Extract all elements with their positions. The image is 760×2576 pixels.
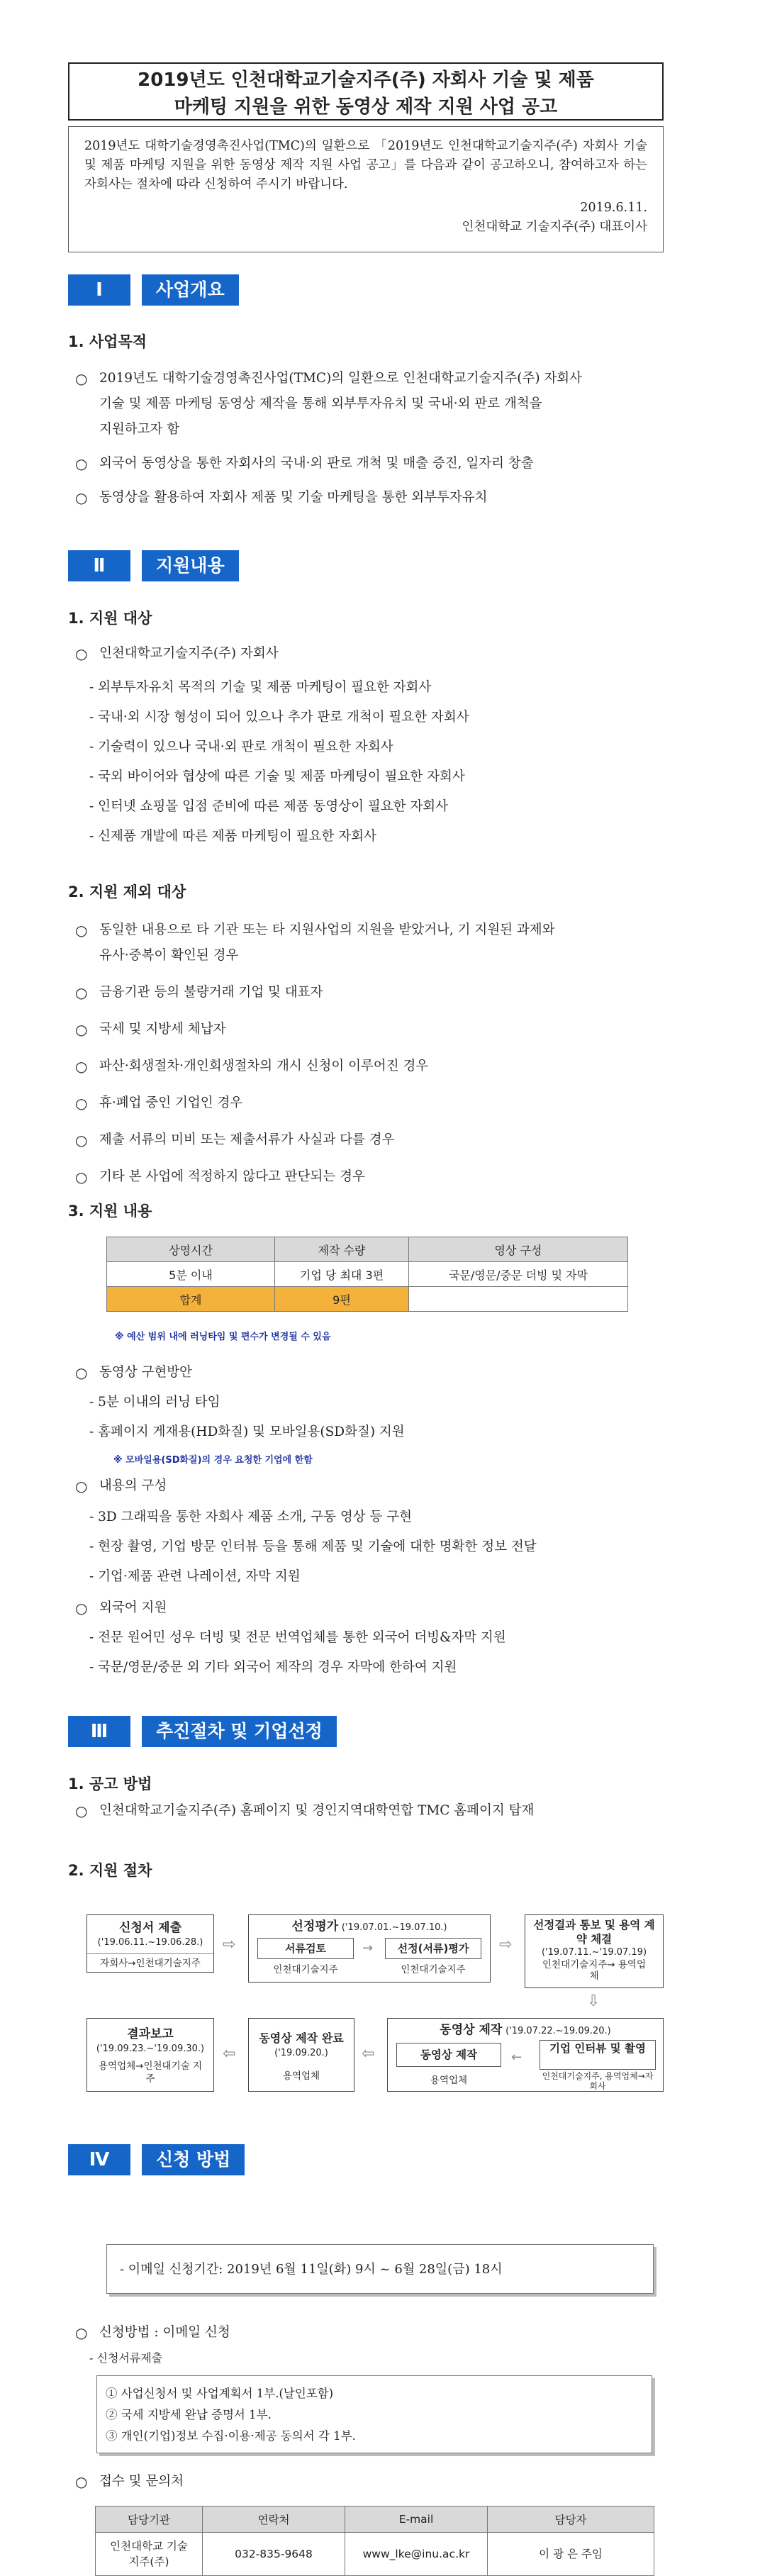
- flow-complete-box: [248, 2018, 354, 2092]
- arrow-left-icon: ←: [511, 2050, 522, 2065]
- purpose-heading: 1. 사업목적: [68, 333, 147, 350]
- arrow-left-icon: ⇦: [223, 2045, 236, 2063]
- exclusion-heading: 2. 지원 제외 대상: [68, 883, 186, 901]
- arrow-right-icon: ⇨: [499, 1936, 513, 1953]
- bullet-circle: ○: [75, 489, 88, 506]
- flow-eval-sub-1: 인천대기술지주: [273, 1964, 338, 1975]
- flow-eval-step-2: 선정(서류)평가: [385, 1938, 481, 1959]
- flow-prod-sub-2: 인천대기술지주, 용역업체→자회사: [542, 2071, 654, 2091]
- contact-header-cell: 담당기관: [96, 2507, 203, 2533]
- exclusion-item: 금융기관 등의 불량거래 기업 및 대표자: [99, 985, 323, 1000]
- content-heading: 내용의 구성: [99, 1478, 167, 1493]
- flow-apply-date: ('19.06.11.~19.06.28.): [97, 1937, 203, 1948]
- table-cell: 기업 당 최대 3편: [275, 1262, 409, 1287]
- arrow-right-icon: →: [362, 1941, 374, 1956]
- flow-notify-sub: 인천대기술지주→ 용역업체: [542, 1959, 646, 1982]
- video-plan-heading: 동영상 구현방안: [99, 1365, 192, 1380]
- email-period-box: - 이메일 신청기간: 2019년 6월 11일(화) 9시 ~ 6월 28일(금) 18시: [106, 2244, 654, 2294]
- exclusion-item-1-line-2: 유사·중복이 확인된 경우: [99, 948, 239, 963]
- table-cell: 5분 이내: [107, 1262, 275, 1287]
- announce-heading: 1. 공고 방법: [68, 1775, 152, 1792]
- notice-signature: 인천대학교 기술지주(주) 대표이사: [462, 220, 647, 234]
- bullet-circle: ○: [75, 1169, 88, 1186]
- flow-report-date: ('19.09.23.~'19.09.30.): [96, 2043, 205, 2054]
- exclusion-item: 기타 본 사업에 적정하지 않다고 판단되는 경우: [99, 1169, 365, 1184]
- contact-header-cell: E-mail: [345, 2507, 488, 2533]
- apply-method: 신청방법 : 이메일 신청: [99, 2325, 230, 2340]
- section-1-number: Ⅰ: [68, 274, 130, 306]
- support-table: [106, 1237, 628, 1312]
- content-item: - 3D 그래픽을 통한 자회사 제품 소개, 구동 영상 등 구현: [89, 1510, 412, 1524]
- target-heading: 1. 지원 대상: [68, 610, 152, 627]
- flow-eval-step-1: 서류검토: [257, 1938, 354, 1959]
- table-header-cell: 상영시간: [107, 1237, 275, 1262]
- section-4-title: 신청 방법: [142, 2144, 245, 2175]
- target-item: - 기술력이 있으나 국내·외 판로 개척이 필요한 자회사: [89, 740, 393, 754]
- exclusion-item: 국세 및 지방세 체납자: [99, 1022, 226, 1037]
- exclusion-item: 파산·회생절차·개인회생절차의 개시 신청이 이루어진 경우: [99, 1059, 429, 1074]
- bullet-circle: ○: [75, 2473, 88, 2490]
- flow-complete-title: 동영상 제작 완료: [259, 2031, 344, 2045]
- docs-item: ① 사업신청서 및 사업계획서 1부.(날인포함): [106, 2387, 334, 2400]
- target-main: 인천대학교기술지주(주) 자회사: [99, 646, 279, 661]
- arrow-left-icon: ⇦: [362, 2045, 375, 2063]
- arrow-down-icon: ⇩: [587, 1992, 600, 2010]
- flow-evaluation-date: ('19.07.01.~19.07.10.): [341, 1922, 447, 1933]
- foreign-item: - 국문/영문/중문 외 기타 외국어 제작의 경우 자막에 한하여 지원: [89, 1660, 457, 1675]
- bullet-circle: ○: [75, 1364, 88, 1381]
- flow-prod-step-1: 동영상 제작: [396, 2043, 501, 2067]
- video-plan-item: - 5분 이내의 러닝 타임: [89, 1395, 220, 1410]
- flow-report-title: 결과보고: [127, 2027, 174, 2041]
- exclusion-item-1-line-1: 동일한 내용으로 타 기관 또는 타 지원사업의 지원을 받았거나, 기 지원된 과제와: [99, 922, 555, 937]
- bullet-circle: ○: [75, 1058, 88, 1075]
- flow-prod-step-2: 기업 인터뷰 및 촬영: [540, 2040, 656, 2070]
- target-item: - 국외 바이어와 협상에 따른 기술 및 제품 마케팅이 필요한 자회사: [89, 769, 465, 784]
- bullet-circle: ○: [75, 645, 88, 662]
- flow-apply-sub: 자회사→인천대기술지주: [87, 1953, 213, 1970]
- flow-production-date: ('19.07.22.~19.09.20.): [505, 2026, 611, 2036]
- bullet-circle: ○: [75, 2324, 88, 2341]
- notice-date: 2019.6.11.: [580, 201, 647, 215]
- table-header-cell: 제작 수량: [275, 1237, 409, 1262]
- title-line-1: 2019년도 인천대학교기술지주(주) 자회사 기술 및 제품: [138, 69, 594, 91]
- content-item: - 현장 촬영, 기업 방문 인터뷰 등을 통해 제품 및 기술에 대한 명확한 정보 전달: [89, 1539, 537, 1554]
- flow-report-sub: 용역업체→인천대기술 지주: [98, 2061, 202, 2085]
- contact-email[interactable]: www_lke@inu.ac.kr: [345, 2533, 488, 2576]
- flow-complete-sub: 용역업체: [282, 2070, 320, 2082]
- contact-phone: 032-835-9648: [203, 2533, 345, 2576]
- purpose-item-3: 동영상을 활용하여 자회사 제품 및 기술 마케팅을 통한 외부투자유치: [99, 490, 488, 505]
- bullet-circle: ○: [75, 922, 88, 939]
- bullet-circle: ○: [75, 455, 88, 472]
- contact-org: 인천대학교 기술지주(주): [96, 2533, 203, 2576]
- purpose-item-2: 외국어 동영상을 통한 자회사의 국내·외 판로 개척 및 매출 증진, 일자리 창출: [99, 456, 534, 471]
- bullet-circle: ○: [75, 1802, 88, 1819]
- docs-box: [96, 2375, 652, 2453]
- table-cell: [409, 1287, 628, 1312]
- procedure-heading: 2. 지원 절차: [68, 1862, 152, 1879]
- flow-evaluation-box: [248, 1914, 491, 1983]
- docs-item: ② 국세 지방세 완납 증명서 1부.: [106, 2408, 272, 2421]
- bullet-circle: ○: [75, 370, 88, 387]
- purpose-item-1-line-2: 기술 및 제품 마케팅 동영상 제작을 통해 외부투자유치 및 국내·외 판로 개척을: [99, 396, 542, 411]
- table-total-label: 합계: [107, 1287, 275, 1312]
- arrow-right-icon: ⇨: [223, 1936, 236, 1953]
- target-item: - 외부투자유치 목적의 기술 및 제품 마케팅이 필요한 자회사: [89, 680, 432, 695]
- bullet-circle: ○: [75, 1021, 88, 1038]
- flow-production-title: 동영상 제작: [440, 2023, 503, 2037]
- purpose-item-1-line-3: 지원하고자 함: [99, 422, 180, 437]
- section-4-number: Ⅳ: [68, 2144, 130, 2175]
- bullet-circle: ○: [75, 1095, 88, 1112]
- section-2-number: Ⅱ: [68, 550, 130, 581]
- docs-label: - 신청서류제출: [89, 2351, 163, 2365]
- title-line-2: 마케팅 지원을 위한 동영상 제작 지원 사업 공고: [174, 96, 558, 118]
- contact-table: [95, 2506, 654, 2576]
- flow-evaluation-title: 선정평가: [291, 1919, 339, 1934]
- target-item: - 인터넷 쇼핑몰 입점 준비에 따른 제품 동영상이 필요한 자회사: [89, 799, 448, 814]
- exclusion-item: 제출 서류의 미비 또는 제출서류가 사실과 다를 경우: [99, 1132, 395, 1147]
- announcement-title: [68, 62, 664, 121]
- table-note: ※ 예산 범위 내에 러닝타임 및 편수가 변경될 수 있음: [115, 1332, 331, 1342]
- flow-apply-title: 신청서 제출: [118, 1921, 182, 1935]
- contact-person: 이 광 은 주임: [488, 2533, 654, 2576]
- section-3-title: 추진절차 및 기업선정: [142, 1716, 337, 1747]
- mobile-note: ※ 모바일용(SD화질)의 경우 요청한 기업에 한함: [113, 1455, 313, 1466]
- flow-prod-sub-1: 용역업체: [430, 2075, 468, 2086]
- announce-item: 인천대학교기술지주(주) 홈페이지 및 경인지역대학연합 TMC 홈페이지 탑재: [99, 1803, 535, 1818]
- flow-notify-title: 선정결과 통보 및 용역 계약 체결: [533, 1919, 655, 1946]
- flow-notify-box: [525, 1914, 664, 1988]
- flow-complete-date: ('19.09.20.): [274, 2048, 328, 2058]
- contact-header-cell: 연락처: [203, 2507, 345, 2533]
- bullet-circle: ○: [75, 1132, 88, 1149]
- section-3-number: Ⅲ: [68, 1716, 130, 1747]
- notice-box: [68, 126, 664, 252]
- section-1-title: 사업개요: [142, 274, 239, 306]
- target-item: - 신제품 개발에 따른 제품 마케팅이 필요한 자회사: [89, 829, 376, 844]
- flow-apply-box: [86, 1914, 214, 1973]
- flow-eval-sub-2: 인천대기술지주: [401, 1964, 466, 1975]
- table-total-value: 9편: [275, 1287, 409, 1312]
- foreign-heading: 외국어 지원: [99, 1600, 167, 1615]
- target-item: - 국내·외 시장 형성이 되어 있으나 추가 판로 개척이 필요한 자회사: [89, 710, 469, 725]
- foreign-item: - 전문 원어민 성우 더빙 및 전문 번역업체를 통한 외국어 더빙&자막 지원: [89, 1630, 506, 1645]
- support-heading: 3. 지원 내용: [68, 1203, 152, 1220]
- flow-notify-date: ('19.07.11.~'19.07.19): [541, 1947, 647, 1958]
- bullet-circle: ○: [75, 984, 88, 1001]
- section-2-title: 지원내용: [142, 550, 239, 581]
- notice-body: 2019년도 대학기술경영촉진사업(TMC)의 일환으로 「2019년도 인천대학교기술지주(주) 자회사 기술 및 제품 마케팅 지원을 위한 동영상 제작 지원 사업 공고」를 다음과 같이 공고하오니, 참여하고자 하는 자회사는 절차에 따라 신청하여 주시기 바랍니다.: [84, 139, 647, 191]
- purpose-item-1-line-1: 2019년도 대학기술경영촉진사업(TMC)의 일환으로 인천대학교기술지주(주) 자회사: [99, 371, 583, 386]
- bullet-circle: ○: [75, 1478, 88, 1495]
- contact-label: 접수 및 문의처: [99, 2474, 184, 2489]
- flow-production-box: [387, 2018, 664, 2092]
- contact-header-cell: 담당자: [488, 2507, 654, 2533]
- flow-report-box: [86, 2018, 214, 2092]
- table-header-cell: 영상 구성: [409, 1237, 628, 1262]
- table-cell: 국문/영문/중문 더빙 및 자막: [409, 1262, 628, 1287]
- bullet-circle: ○: [75, 1600, 88, 1617]
- docs-item: ③ 개인(기업)정보 수집·이용·제공 동의서 각 1부.: [106, 2429, 356, 2443]
- content-item: - 기업·제품 관련 나레이션, 자막 지원: [89, 1569, 301, 1584]
- video-plan-item: - 홈페이지 게재용(HD화질) 및 모바일용(SD화질) 지원: [89, 1424, 405, 1439]
- exclusion-item: 휴·폐업 중인 기업인 경우: [99, 1095, 243, 1110]
